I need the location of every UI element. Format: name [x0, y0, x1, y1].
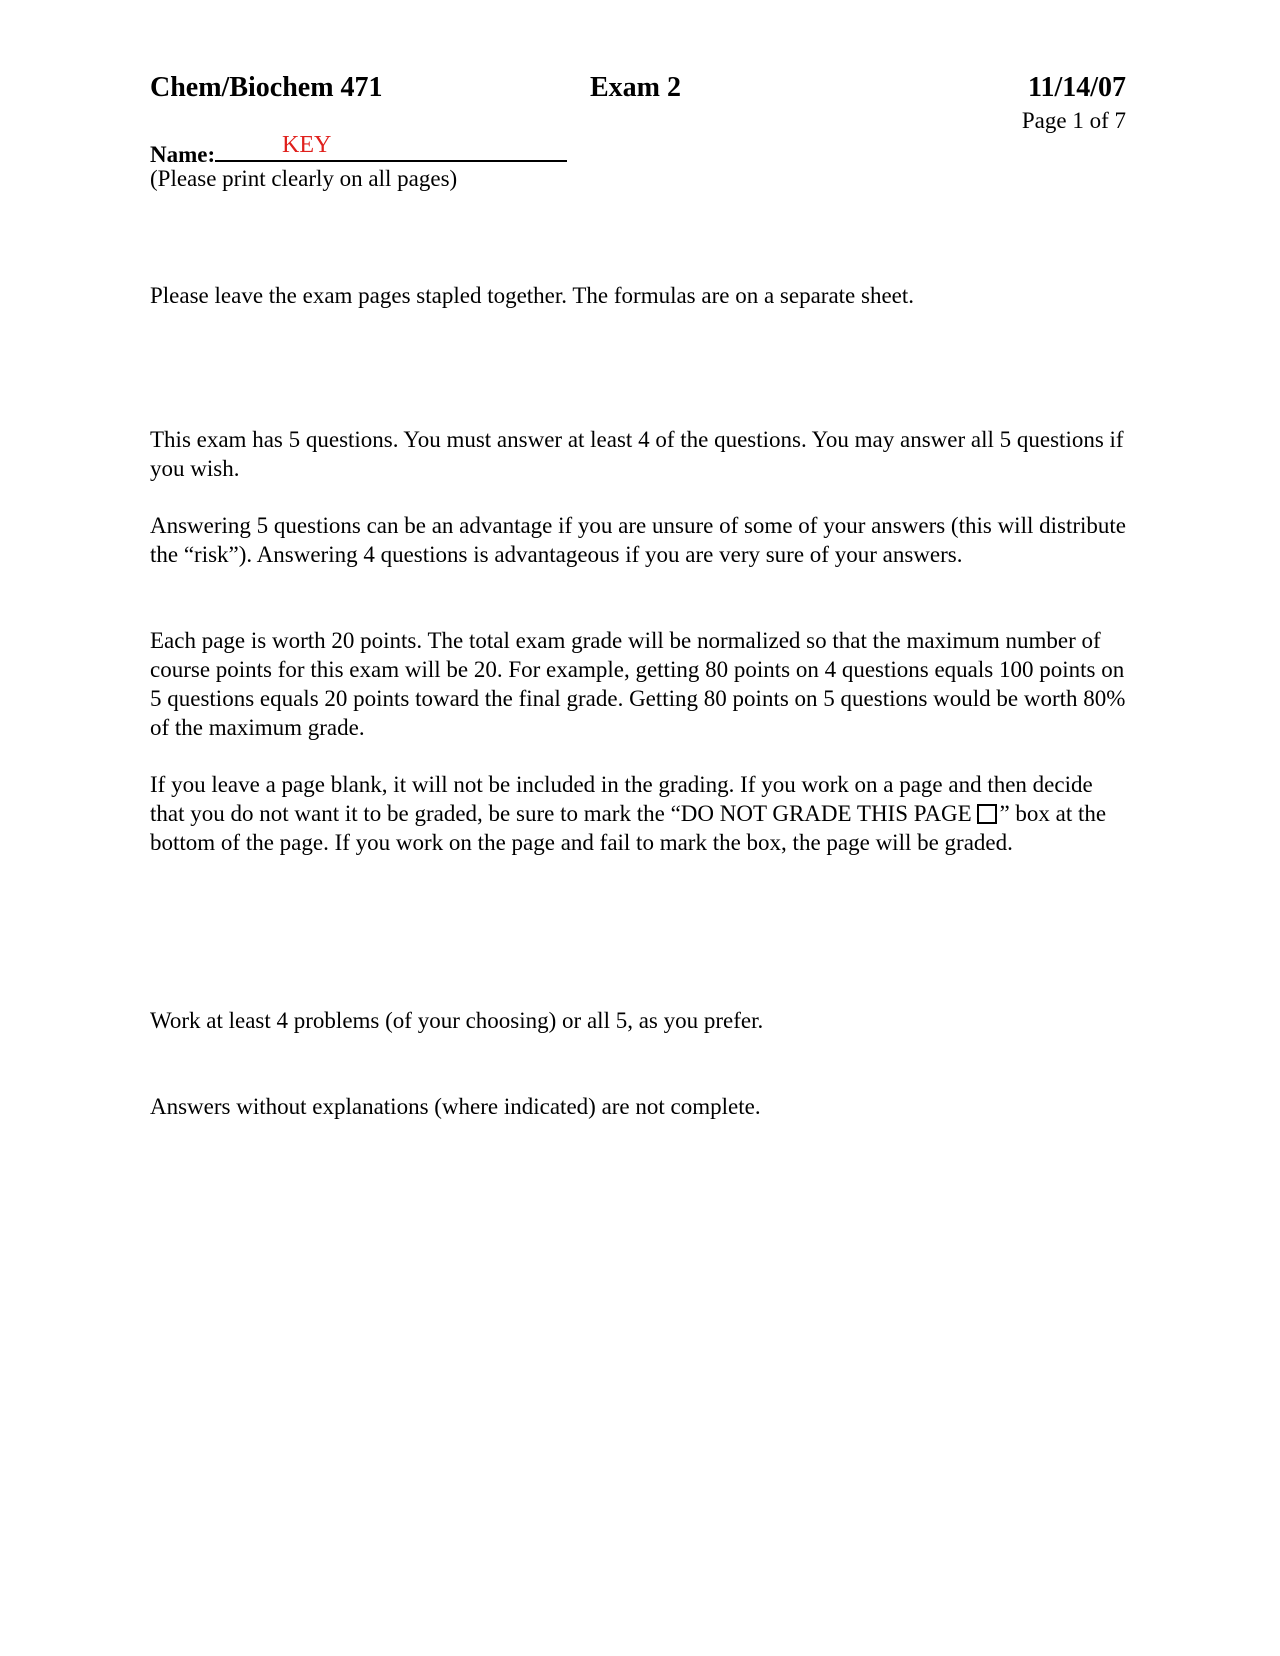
explanations-instruction: Answers without explanations (where indicated) are not complete. — [150, 1094, 761, 1119]
name-note: (Please print clearly on all pages) — [150, 166, 458, 191]
advantage-instruction: Answering 5 questions can be an advantage if you are unsure of some of your answers (this will distribute the “risk”). Answering 4 questions is advantageous if you are very sure of your answers. — [150, 513, 1126, 567]
name-value: KEY — [282, 132, 332, 158]
name-label: Name: — [150, 142, 216, 167]
blank-page-text-after: ” box at the bottom of the page. If you work on the page and fail to mark the box, the page will be graded. — [150, 801, 1107, 855]
course-title: Chem/Biochem 471 — [150, 72, 383, 103]
page-number: Page 1 of 7 — [1021, 108, 1126, 133]
name-underline — [215, 138, 567, 162]
name-field — [150, 138, 567, 168]
points-instruction: Each page is worth 20 points. The total exam grade will be normalized so that the maximum number of course points for this exam will be 20. For example, getting 80 points on 4 questions equals 100 points on 5 questions equals 20 points toward the final grade. Getting 80 points on 5 questions would be worth 80% of the maximum grade. — [150, 628, 1126, 740]
do-not-grade-checkbox-icon — [977, 804, 997, 824]
staple-instruction: Please leave the exam pages stapled together. The formulas are on a separate sheet. — [150, 283, 915, 308]
exam-title: Exam 2 — [590, 72, 681, 103]
question-count-instruction: This exam has 5 questions. You must answer at least 4 of the questions. You may answer all 5 questions if you wish. — [150, 427, 1124, 481]
exam-date: 11/14/07 — [1027, 72, 1126, 103]
blank-page-instruction — [150, 770, 1130, 857]
blank-page-text-before: If you leave a page blank, it will not be included in the grading. If you work on a page and then decide that you do not want it to be graded, be sure to mark the “DO NOT GRADE THIS PAGE — [150, 772, 1093, 826]
work-problems-instruction: Work at least 4 problems (of your choosing) or all 5, as you prefer. — [150, 1008, 764, 1033]
